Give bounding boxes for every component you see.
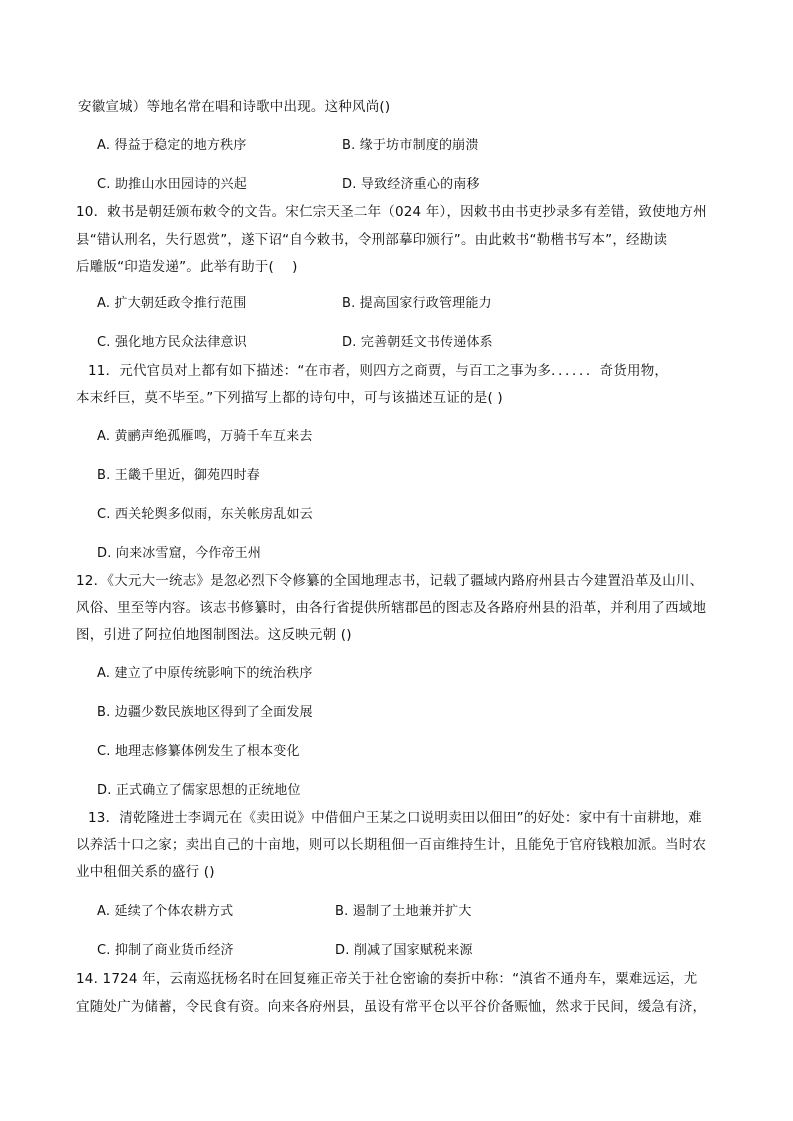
q13-option-b: B. 遏制了土地兼并扩大 bbox=[335, 904, 472, 919]
q10-stem-line-1: 10．敕书是朝廷颁布敕令的文告。宋仁宗天圣二年（024 年），因敕书由书吏抄录多有差错，致使地方州 bbox=[76, 204, 707, 220]
q9-option-a: A. 得益于稳定的地方秩序 bbox=[97, 138, 247, 153]
q12-stem-line-2: 风俗、里至等内容。该志书修纂时，由各行省提供所辖郡邑的图志及各路府州县的沿革，并利用了西域地 bbox=[76, 600, 707, 616]
q13-stem-line-2: 以养活十口之家；卖出自己的十亩地，则可以长期租佃一百亩维持生计，且能免于官府钱粮加派。当时农 bbox=[76, 837, 707, 853]
q12-option-c: C. 地理志修纂体例发生了根本变化 bbox=[97, 744, 300, 759]
q10-stem-line-3: 后雕版“印造发递”。此举有助于( ) bbox=[76, 259, 298, 275]
q12-stem-line-1: 12．《大元大一统志》是忽必烈下令修纂的全国地理志书，记载了疆域内路府州县古今建置沿革及山川、 bbox=[76, 573, 704, 589]
intro-line: 安徽宣城）等地名常在唱和诗歌中出现。这种风尚() bbox=[78, 99, 391, 115]
q10-option-a: A. 扩大朝廷政令推行范围 bbox=[97, 296, 247, 311]
q9-option-d: D. 导致经济重心的南移 bbox=[342, 177, 480, 192]
q11-stem-line-2: 本末纤巨，莫不毕至。”下列描写上都的诗句中，可与该描述互证的是( ) bbox=[76, 390, 503, 406]
q14-stem-line-1: 14. 1724 年，云南巡抚杨名时在回复雍正帝关于社仓密谕的奏折中称：“滇省不通舟车，粟难远运，尤 bbox=[76, 971, 698, 987]
q11-option-d: D. 向来冰雪窟，今作帝王州 bbox=[97, 546, 262, 561]
q10-option-b: B. 提高国家行政管理能力 bbox=[342, 296, 492, 311]
q10-option-d: D. 完善朝廷文书传递体系 bbox=[342, 335, 493, 350]
q11-option-b: B. 王畿千里近，御苑四时春 bbox=[97, 468, 260, 483]
q13-option-a: A. 延续了个体农耕方式 bbox=[97, 904, 234, 919]
q12-option-b: B. 边疆少数民族地区得到了全面发展 bbox=[97, 705, 313, 720]
q13-stem-line-1: 13．清乾隆进士李调元在《卖田说》中借佃户王某之口说明卖田以佃田”的好处：家中有十亩耕地，难 bbox=[88, 810, 702, 826]
q13-option-d: D. 削减了国家赋税来源 bbox=[335, 943, 473, 958]
q12-option-a: A. 建立了中原传统影响下的统治秩序 bbox=[97, 666, 313, 681]
q11-option-a: A. 黄鹂声绝孤雁鸣，万骑千车互来去 bbox=[97, 429, 313, 444]
q14-stem-line-2: 宜随处广为储蓄，令民食有资。向来各府州县，虽设有常平仓以平谷价备赈恤，然求于民间，缓急有济， bbox=[76, 999, 707, 1015]
q11-stem-line-1: 11．元代官员对上都有如下描述：“在市者，则四方之商贾，与百工之事为多．．．．．．奇货用物， bbox=[88, 363, 669, 379]
q11-option-c: C. 西关轮舆多似雨，东关帐房乱如云 bbox=[97, 507, 313, 522]
q10-option-c: C. 强化地方民众法律意识 bbox=[97, 335, 247, 350]
q9-option-c: C. 助推山水田园诗的兴起 bbox=[97, 177, 247, 192]
q13-option-c: C. 抑制了商业货币经济 bbox=[97, 943, 234, 958]
q12-option-d: D. 正式确立了儒家思想的正统地位 bbox=[97, 783, 301, 798]
q10-stem-line-2: 县“错认刑名，失行恩赏”，遂下诏“自今敕书，令刑部摹印颁行”。由此敕书“勒楷书写本”，经勘读 bbox=[76, 232, 668, 248]
q13-stem-line-3: 业中租佃关系的盛行 () bbox=[76, 864, 215, 880]
q9-option-b: B. 缘于坊市制度的崩溃 bbox=[342, 138, 479, 153]
q12-stem-line-3: 图，引进了阿拉伯地图制图法。这反映元朝 () bbox=[76, 627, 352, 643]
